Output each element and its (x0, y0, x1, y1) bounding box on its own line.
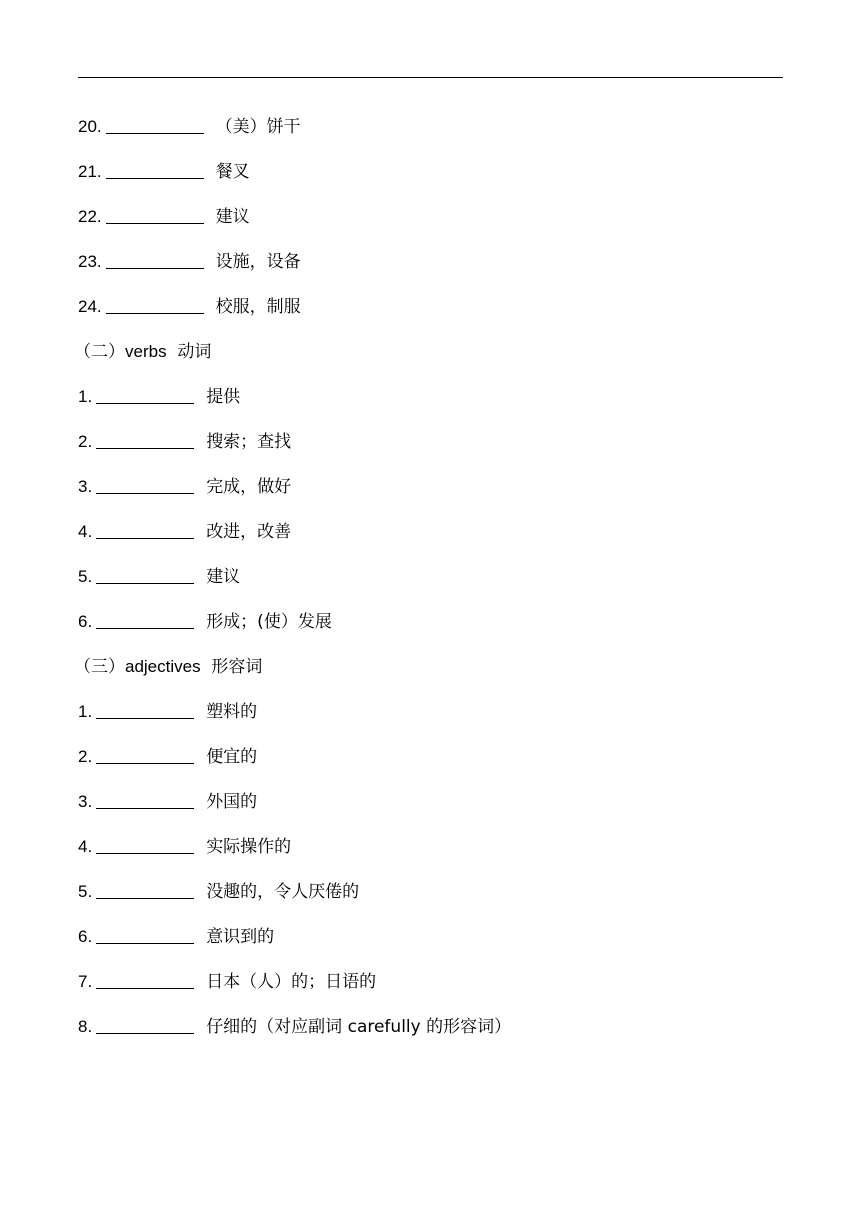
item-meaning: 塑料的 (206, 702, 258, 722)
answer-blank[interactable] (106, 294, 204, 314)
list-item (78, 607, 783, 652)
item-number: 5. (78, 567, 93, 586)
answer-blank[interactable] (106, 114, 204, 134)
list-item (78, 562, 783, 607)
item-number: 24. (78, 297, 102, 316)
section-title (74, 657, 262, 677)
item-number: 2. (78, 432, 93, 451)
header-rule (78, 77, 783, 78)
section-heading-en: adjectives (125, 657, 201, 676)
item-number: 4. (78, 837, 93, 856)
section-heading-verbs (74, 337, 783, 382)
answer-blank[interactable] (96, 564, 194, 584)
item-number: 3. (78, 792, 93, 811)
list-item (78, 517, 783, 562)
item-number: 6. (78, 927, 93, 946)
answer-blank[interactable] (96, 924, 194, 944)
item-number: 1. (78, 387, 93, 406)
item-meaning: 意识到的 (206, 927, 275, 947)
item-number: 1. (78, 702, 93, 721)
answer-blank[interactable] (96, 834, 194, 854)
section-heading-adjectives (74, 652, 783, 697)
item-meaning: 设施，设备 (215, 252, 301, 272)
item-number: 4. (78, 522, 93, 541)
item-meaning: 便宜的 (206, 747, 258, 767)
item-meaning: 形成；(使）发展 (206, 612, 332, 632)
list-item (78, 472, 783, 517)
item-meaning: 外国的 (206, 792, 258, 812)
item-meaning: 搜索；查找 (206, 432, 292, 452)
answer-blank[interactable] (106, 159, 204, 179)
answer-blank[interactable] (96, 789, 194, 809)
item-meaning: 仔细的（对应副词 carefully 的形容词） (206, 1017, 512, 1037)
item-meaning: 建议 (215, 207, 250, 227)
item-number: 7. (78, 972, 93, 991)
list-item (78, 427, 783, 472)
answer-blank[interactable] (96, 474, 194, 494)
list-item (78, 787, 783, 832)
item-number: 2. (78, 747, 93, 766)
section-heading-cn: 动词 (177, 342, 212, 362)
item-meaning: 完成，做好 (206, 477, 292, 497)
answer-blank[interactable] (96, 699, 194, 719)
answer-blank[interactable] (106, 249, 204, 269)
answer-blank[interactable] (96, 384, 194, 404)
item-number: 3. (78, 477, 93, 496)
item-meaning: 实际操作的 (206, 837, 292, 857)
item-meaning: 餐叉 (215, 162, 250, 182)
item-meaning: 校服，制服 (215, 297, 301, 317)
item-number: 6. (78, 612, 93, 631)
list-item (78, 697, 783, 742)
list-item (78, 157, 783, 202)
item-meaning: 建议 (206, 567, 241, 587)
item-number: 20. (78, 117, 102, 136)
list-item (78, 382, 783, 427)
section-prefix: （二） (74, 342, 125, 362)
section-prefix: （三） (74, 657, 125, 677)
answer-blank[interactable] (96, 879, 194, 899)
item-meaning: （美）饼干 (215, 117, 301, 137)
list-item (78, 1012, 783, 1057)
item-number: 21. (78, 162, 102, 181)
answer-blank[interactable] (96, 429, 194, 449)
list-item (78, 922, 783, 967)
section-title (74, 342, 211, 362)
list-item (78, 832, 783, 877)
list-item (78, 742, 783, 787)
section-heading-en: verbs (125, 342, 167, 361)
section-heading-cn: 形容词 (211, 657, 263, 677)
item-number: 8. (78, 1017, 93, 1036)
answer-blank[interactable] (106, 204, 204, 224)
list-item (78, 202, 783, 247)
item-meaning: 改进，改善 (206, 522, 292, 542)
item-number: 23. (78, 252, 102, 271)
list-item (78, 967, 783, 1012)
list-item (78, 247, 783, 292)
item-meaning: 提供 (206, 387, 241, 407)
item-meaning: 日本（人）的；日语的 (206, 972, 377, 992)
vocabulary-worksheet (74, 112, 783, 1057)
item-number: 22. (78, 207, 102, 226)
list-item (78, 877, 783, 922)
item-number: 5. (78, 882, 93, 901)
item-meaning: 没趣的，令人厌倦的 (206, 882, 360, 902)
answer-blank[interactable] (96, 744, 194, 764)
answer-blank[interactable] (96, 969, 194, 989)
answer-blank[interactable] (96, 1014, 194, 1034)
answer-blank[interactable] (96, 609, 194, 629)
answer-blank[interactable] (96, 519, 194, 539)
list-item (78, 292, 783, 337)
list-item (78, 112, 783, 157)
